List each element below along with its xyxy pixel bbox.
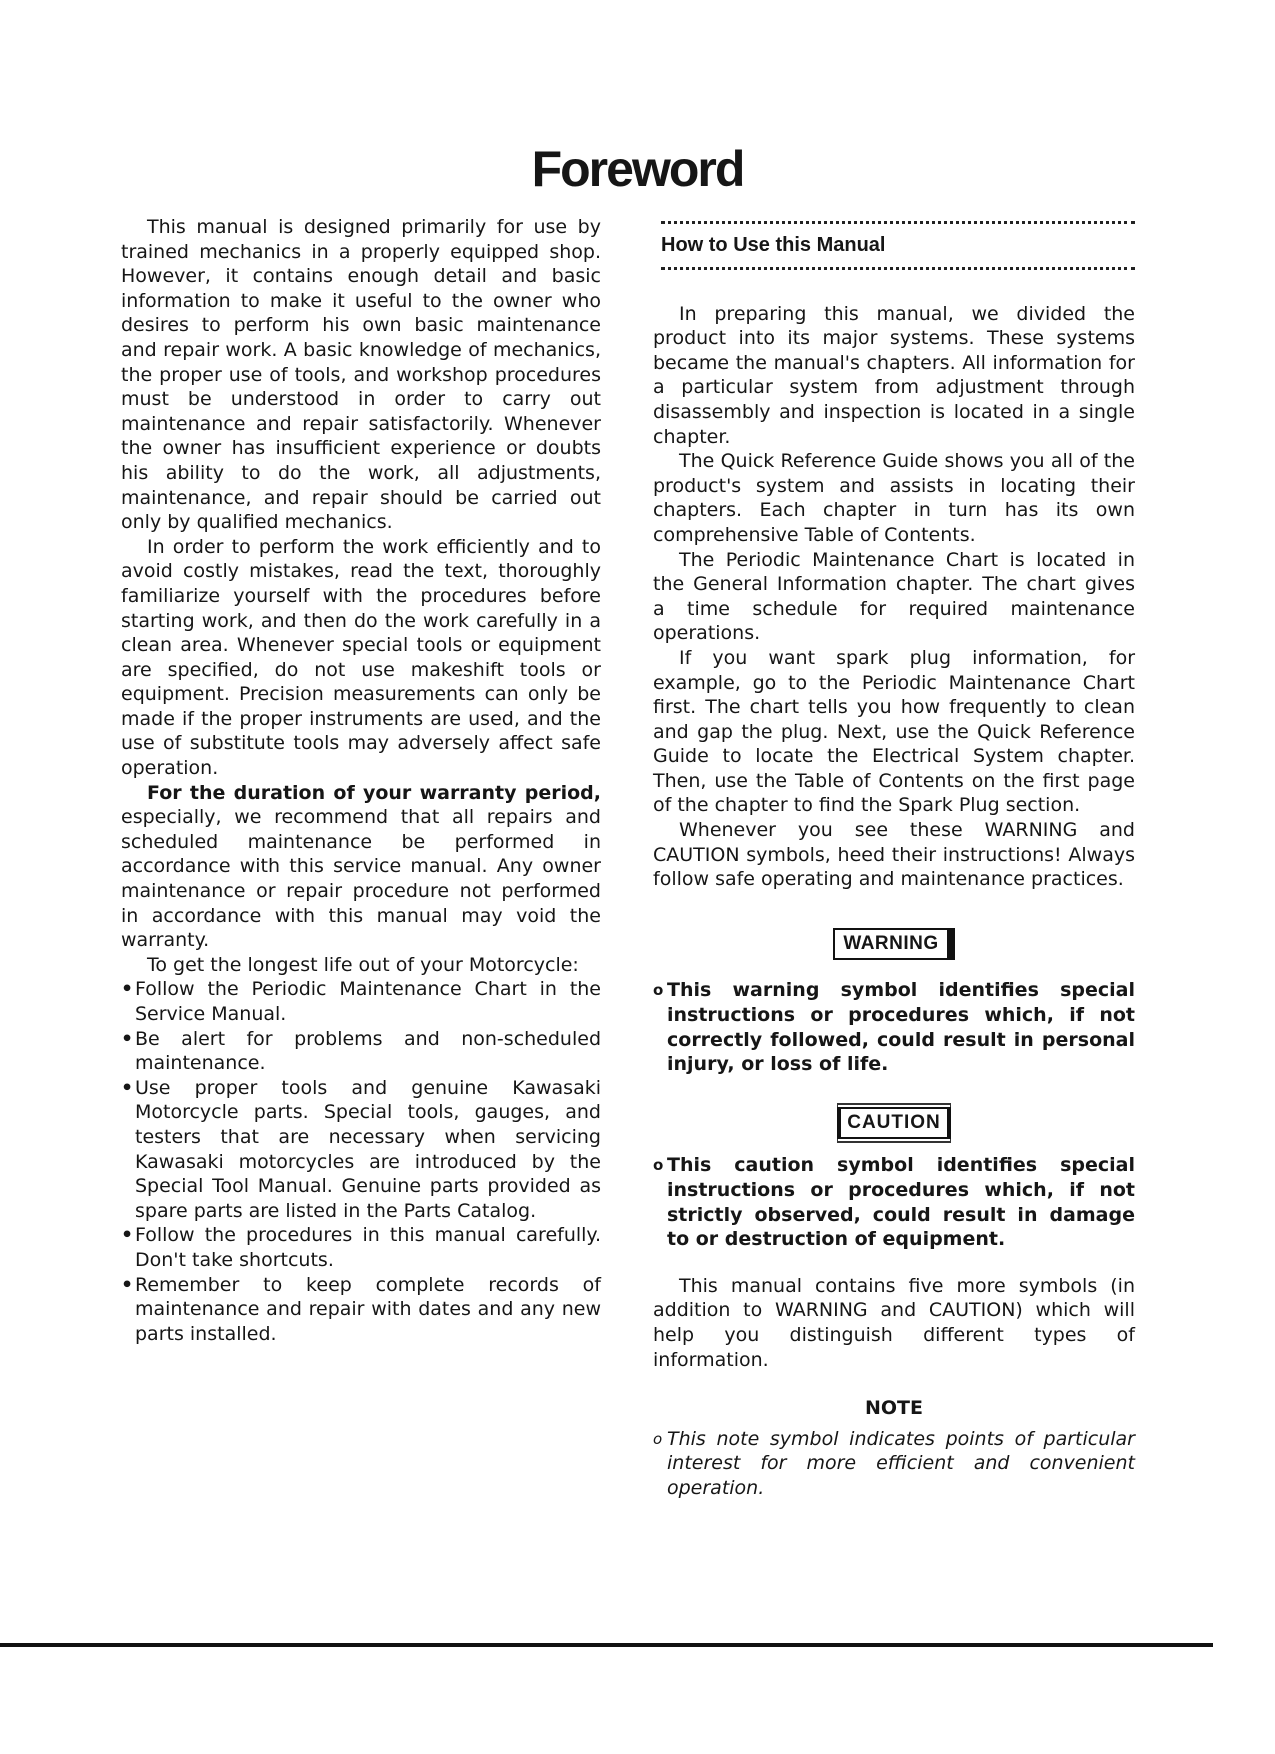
section-heading: How to Use this Manual [661,234,886,256]
page-title: Foreword [531,141,744,197]
list-item-text: Follow the procedures in this manual carefully. Don't take shortcuts. [135,1224,601,1271]
intro-paragraph: This manual is designed primarily for use by trained mechanics in a properly equipped shop. However, it contains enough detail and basic information to make it useful to the owner who desires to perform his own basic maintenance and repair work. A basic knowledge of mechanics, the proper use of tools, and workshop procedures must be understood in order to carry out maintenance and repair satisfactorily. Whenever the owner has insufficient experience or doubts his ability to do the work, all adjustments, maintenance, and repair should be carried out only by qualified mechanics. [121,216,601,534]
list-item-text: Remember to keep complete records of maintenance and repair with dates and any new parts installed. [135,1273,601,1345]
bullet-icon: • [121,1076,134,1099]
circle-bullet-icon: o [653,981,664,1000]
spark-plug-example-paragraph: If you want spark plug information, for example, go to the Periodic Maintenance Chart first. The chart tells you how frequently to clean and gap the plug. Next, use the Quick Reference Guide to locate the Electrical System chapter. Then, use the Table of Contents on the first page of the chapter to find the Spark Plug section. [653,646,1135,817]
left-column [121,215,601,1346]
dotted-divider-top [661,221,1135,224]
bullet-icon: • [121,1273,134,1296]
warning-symbol: WARNING [833,928,954,961]
list-item-text: Use proper tools and genuine Kawasaki Motorcycle parts. Special tools, gauges, and testers that are necessary when servicing Kawasaki motorcycles are introduced by the Special Tool Manual. Genuine parts provided as spare parts are listed in the Parts Catalog. [135,1076,601,1222]
caution-text: This caution symbol identifies special instructions or procedures which, if not strictly observed, could result in damage to or destruction of equipment. [667,1154,1135,1251]
bottom-rule [0,1643,1213,1647]
systems-paragraph: In preparing this manual, we divided the product into its major systems. These systems became the manual's chapters. All information for a particular system from adjustment through disassembly and inspection is located in a single chapter. [653,302,1135,448]
warning-description [653,978,1135,1076]
warning-text: This warning symbol identifies special instructions or procedures which, if not correctly followed, could result in personal injury, or loss of life. [667,979,1135,1076]
circle-bullet-icon: o [653,1156,664,1175]
warranty-emphasis: For the duration of your warranty period, [147,781,601,804]
bullet-icon: • [121,1224,134,1247]
more-symbols-paragraph: This manual contains five more symbols (in addition to WARNING and CAUTION) which will help you distinguish different types of information. [653,1274,1135,1371]
quick-reference-paragraph: The Quick Reference Guide shows you all of the product's system and assists in locating their chapters. Each chapter in turn has its own comprehensive Table of Contents. [653,450,1135,546]
list-item [121,1223,601,1272]
note-symbol: NOTE [865,1397,923,1420]
efficiency-paragraph: In order to perform the work efficiently and to avoid costly mistakes, read the text, thoroughly familiarize yourself with the procedures before starting work, and then do the work carefully in a clean area. Whenever special tools or equipment are specified, do not use makeshift tools or equipment. Precision measurements can only be made if the proper instruments are used, and the use of substitute tools may adversely affect safe operation. [121,535,601,780]
warranty-text: especially, we recommend that all repairs and scheduled maintenance be performed in accordance with this service manual. Any owner maintenance or repair procedure not performed in accordance with this manual may void the warranty. [121,806,601,952]
note-description [653,1427,1135,1501]
bullet-icon: • [121,978,134,1001]
list-item-text: Be alert for problems and non-scheduled maintenance. [135,1027,601,1075]
circle-bullet-icon: o [653,1429,663,1448]
list-item-text: Follow the Periodic Maintenance Chart in the Service Manual. [135,978,601,1025]
list-item [121,977,601,1026]
list-item [121,1273,601,1347]
right-column [653,215,1135,1501]
caution-symbol: CAUTION [837,1107,951,1140]
longest-life-paragraph: To get the longest life out of your Motorcycle: [147,953,579,976]
list-item [121,1027,601,1076]
maintenance-chart-paragraph: The Periodic Maintenance Chart is located in the General Information chapter. The chart gives a time schedule for required maintenance operations. [653,548,1135,645]
list-item [121,1076,601,1224]
symbols-paragraph: Whenever you see these WARNING and CAUTION symbols, heed their instructions! Always follow safe operating and maintenance practices. [653,819,1135,891]
note-text: This note symbol indicates points of particular interest for more efficient and convenient operation. [667,1427,1135,1499]
caution-description [653,1153,1135,1251]
bullet-icon: • [121,1027,134,1050]
warranty-paragraph [121,781,601,953]
tips-list [121,977,601,1346]
